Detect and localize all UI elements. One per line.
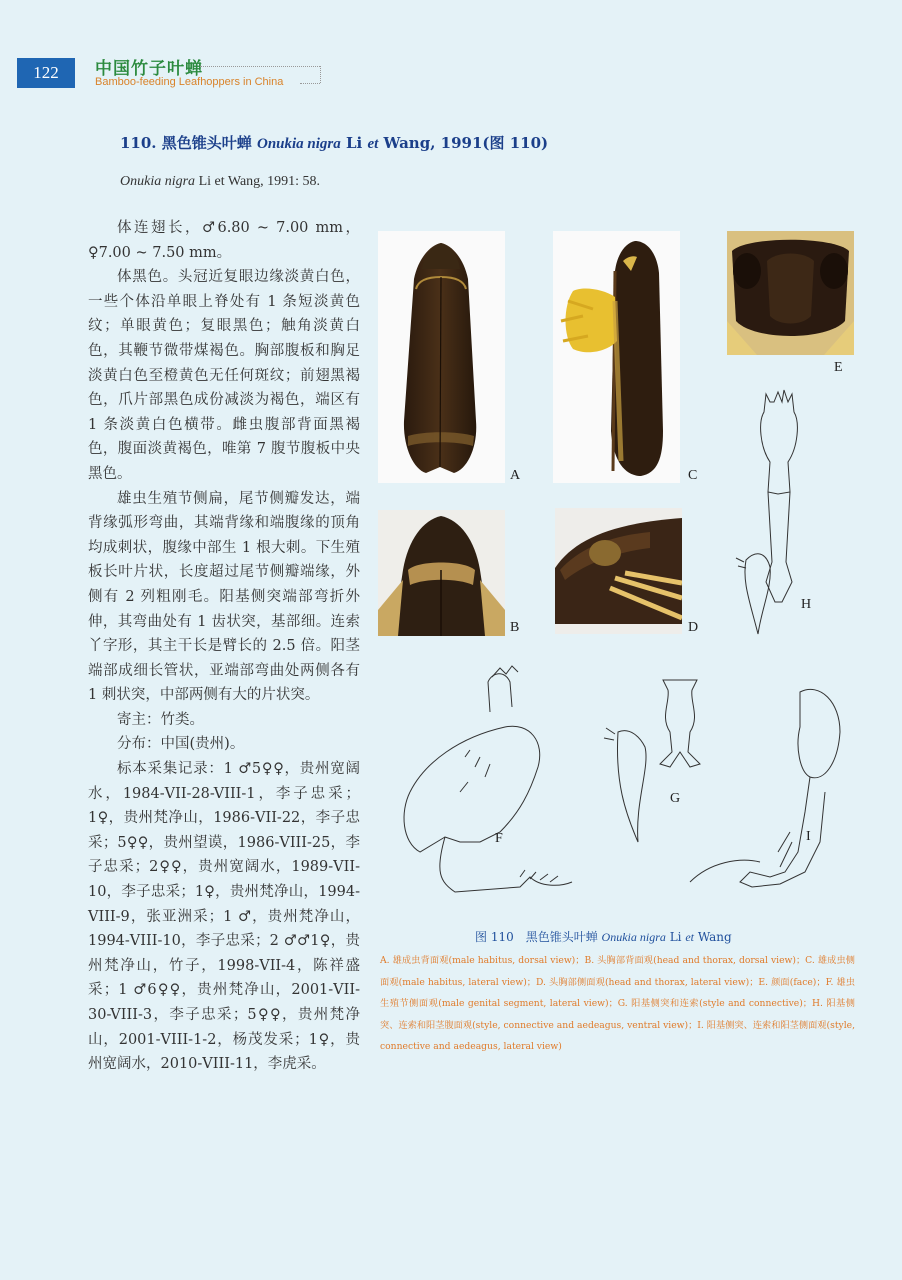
label-e: E [834, 360, 843, 375]
body-length-paragraph: 体连翅长，♂6.80 ~ 7.00 mm，♀7.00 ~ 7.50 mm。 [88, 220, 360, 261]
label-b: B [510, 620, 520, 635]
book-title-cn: 中国竹子叶蝉 [95, 59, 203, 79]
label-h: H [801, 597, 812, 612]
page-number: 122 [17, 58, 75, 88]
species-title-author: Li [340, 134, 368, 152]
photo-e-face [727, 231, 854, 355]
body-color-paragraph: 体黑色。头冠近复眼边缘淡黄白色，一些个体沿单眼上脊处有 1 条短淡黄色纹；单眼黄色；复眼黑色；触角淡黄白色，其鞭节微带煤褐色。胸部腹板和胸足淡黄白色至橙黄色无任何斑纹；前翅黑褐色，爪片部黑色成份减淡为褐色，端区有 1 条淡黄白色横带。雌虫腹部背面黑褐色，腹面淡黄褐色，唯第 7 腹节腹板中央黑色。 [88, 269, 360, 482]
label-c: C [688, 468, 698, 483]
specimen-records-paragraph: 标本采集记录：1 ♂5♀♀，贵州宽阔水，1984-VII-28-VIII-1，李子忠采；1♀，贵州梵净山，1986-VII-22，李子忠采；5♀♀，贵州望谟，1986-VIII-25，李子忠采；2♀♀，贵州宽阔水，1989-VII-10，李子忠采；1♀，贵州梵净山，1994-VIII-9，张亚洲采；1 ♂，贵州梵净山，1994-VIII-10，李子忠采；2 ♂♂1♀，贵州梵净山，竹子，1998-VII-4，陈祥盛采；1 ♂6♀♀，贵州梵净山，2001-VII-30-VIII-3，李子忠采；5♀♀，贵州梵净山，2001-VIII-1-2，杨茂发采；1♀，贵州宽阔水，2010-VIII-11，李虎采。 [88, 761, 360, 1073]
header-divider [200, 66, 320, 67]
label-i: I [806, 829, 811, 844]
citation-sci: Onukia nigra [120, 174, 196, 189]
genitalia-paragraph: 雄虫生殖节侧扁，尾节侧瓣发达，端背缘弧形弯曲，其端背缘和端腹缘的顶角均成刺状，腹缘中部生 1 根大刺。下生殖板长叶片状，长度超过尾节侧瓣端缘，外侧有 2 列粗刚毛。阳基侧突端部弯折外伸，其弯曲处有 1 齿状突，基部细。连索丫字形，其主干长是臂长的 2.5 倍。阳茎端部成细长管状，亚端部弯曲处两侧各有 1 刺状突，中部两侧有大的片状突。 [88, 490, 360, 704]
caption-prefix: 图 110 黑色锥头叶蝉 [475, 930, 602, 944]
distribution-paragraph: 分布：中国(贵州)。 [117, 736, 245, 753]
species-citation [120, 174, 320, 190]
species-title-suffix: Wang, 1991(图 110) [378, 134, 549, 152]
description-body [88, 216, 360, 1077]
citation-rest: Li et Wang, 1991: 58. [195, 174, 321, 189]
label-a: A [510, 468, 521, 483]
line-drawings [380, 372, 855, 912]
drawing-i [690, 689, 840, 887]
species-title-et: et [367, 136, 379, 152]
caption-suffix: Wang [694, 930, 732, 944]
species-title-prefix: 110. 黑色锥头叶蝉 [120, 134, 257, 152]
label-g: G [670, 791, 681, 806]
header-divider-vertical [320, 66, 321, 83]
label-d: D [688, 620, 699, 635]
species-title [120, 132, 548, 153]
drawing-h [736, 390, 797, 634]
figure-caption-body: A. 雄成虫背面观(male habitus, dorsal view)；B. 头胸部背面观(head and thorax, dorsal view)；C. 雄成虫侧面观(male habitus, lateral view)；D. 头胸部侧面观(head and thorax, lateral view)；E. 颜面(face)；F. 雄虫生殖节侧面观(male genital segment, lateral view)；G. 阳基侧突和连索(style and connective)；H. 阳基侧突、连索和阳茎腹面观(style, connective and aedeagus, ventral view)；I. 阳基侧突、连索和阳茎侧面观(style, connective and aedeagus, lateral view) [380, 955, 855, 1052]
figure-caption-title [475, 928, 732, 945]
book-title-en: Bamboo-feeding Leafhoppers in China [95, 76, 284, 88]
species-title-sci: Onukia nigra [256, 136, 341, 152]
caption-et: et [685, 930, 694, 944]
host-paragraph: 寄主：竹类。 [117, 711, 204, 728]
header-divider-lower [300, 83, 320, 84]
label-f: F [495, 831, 503, 846]
caption-author: Li [665, 930, 686, 944]
drawing-g [604, 680, 700, 842]
caption-sci: Onukia nigra [601, 930, 666, 944]
drawing-f [404, 666, 572, 892]
